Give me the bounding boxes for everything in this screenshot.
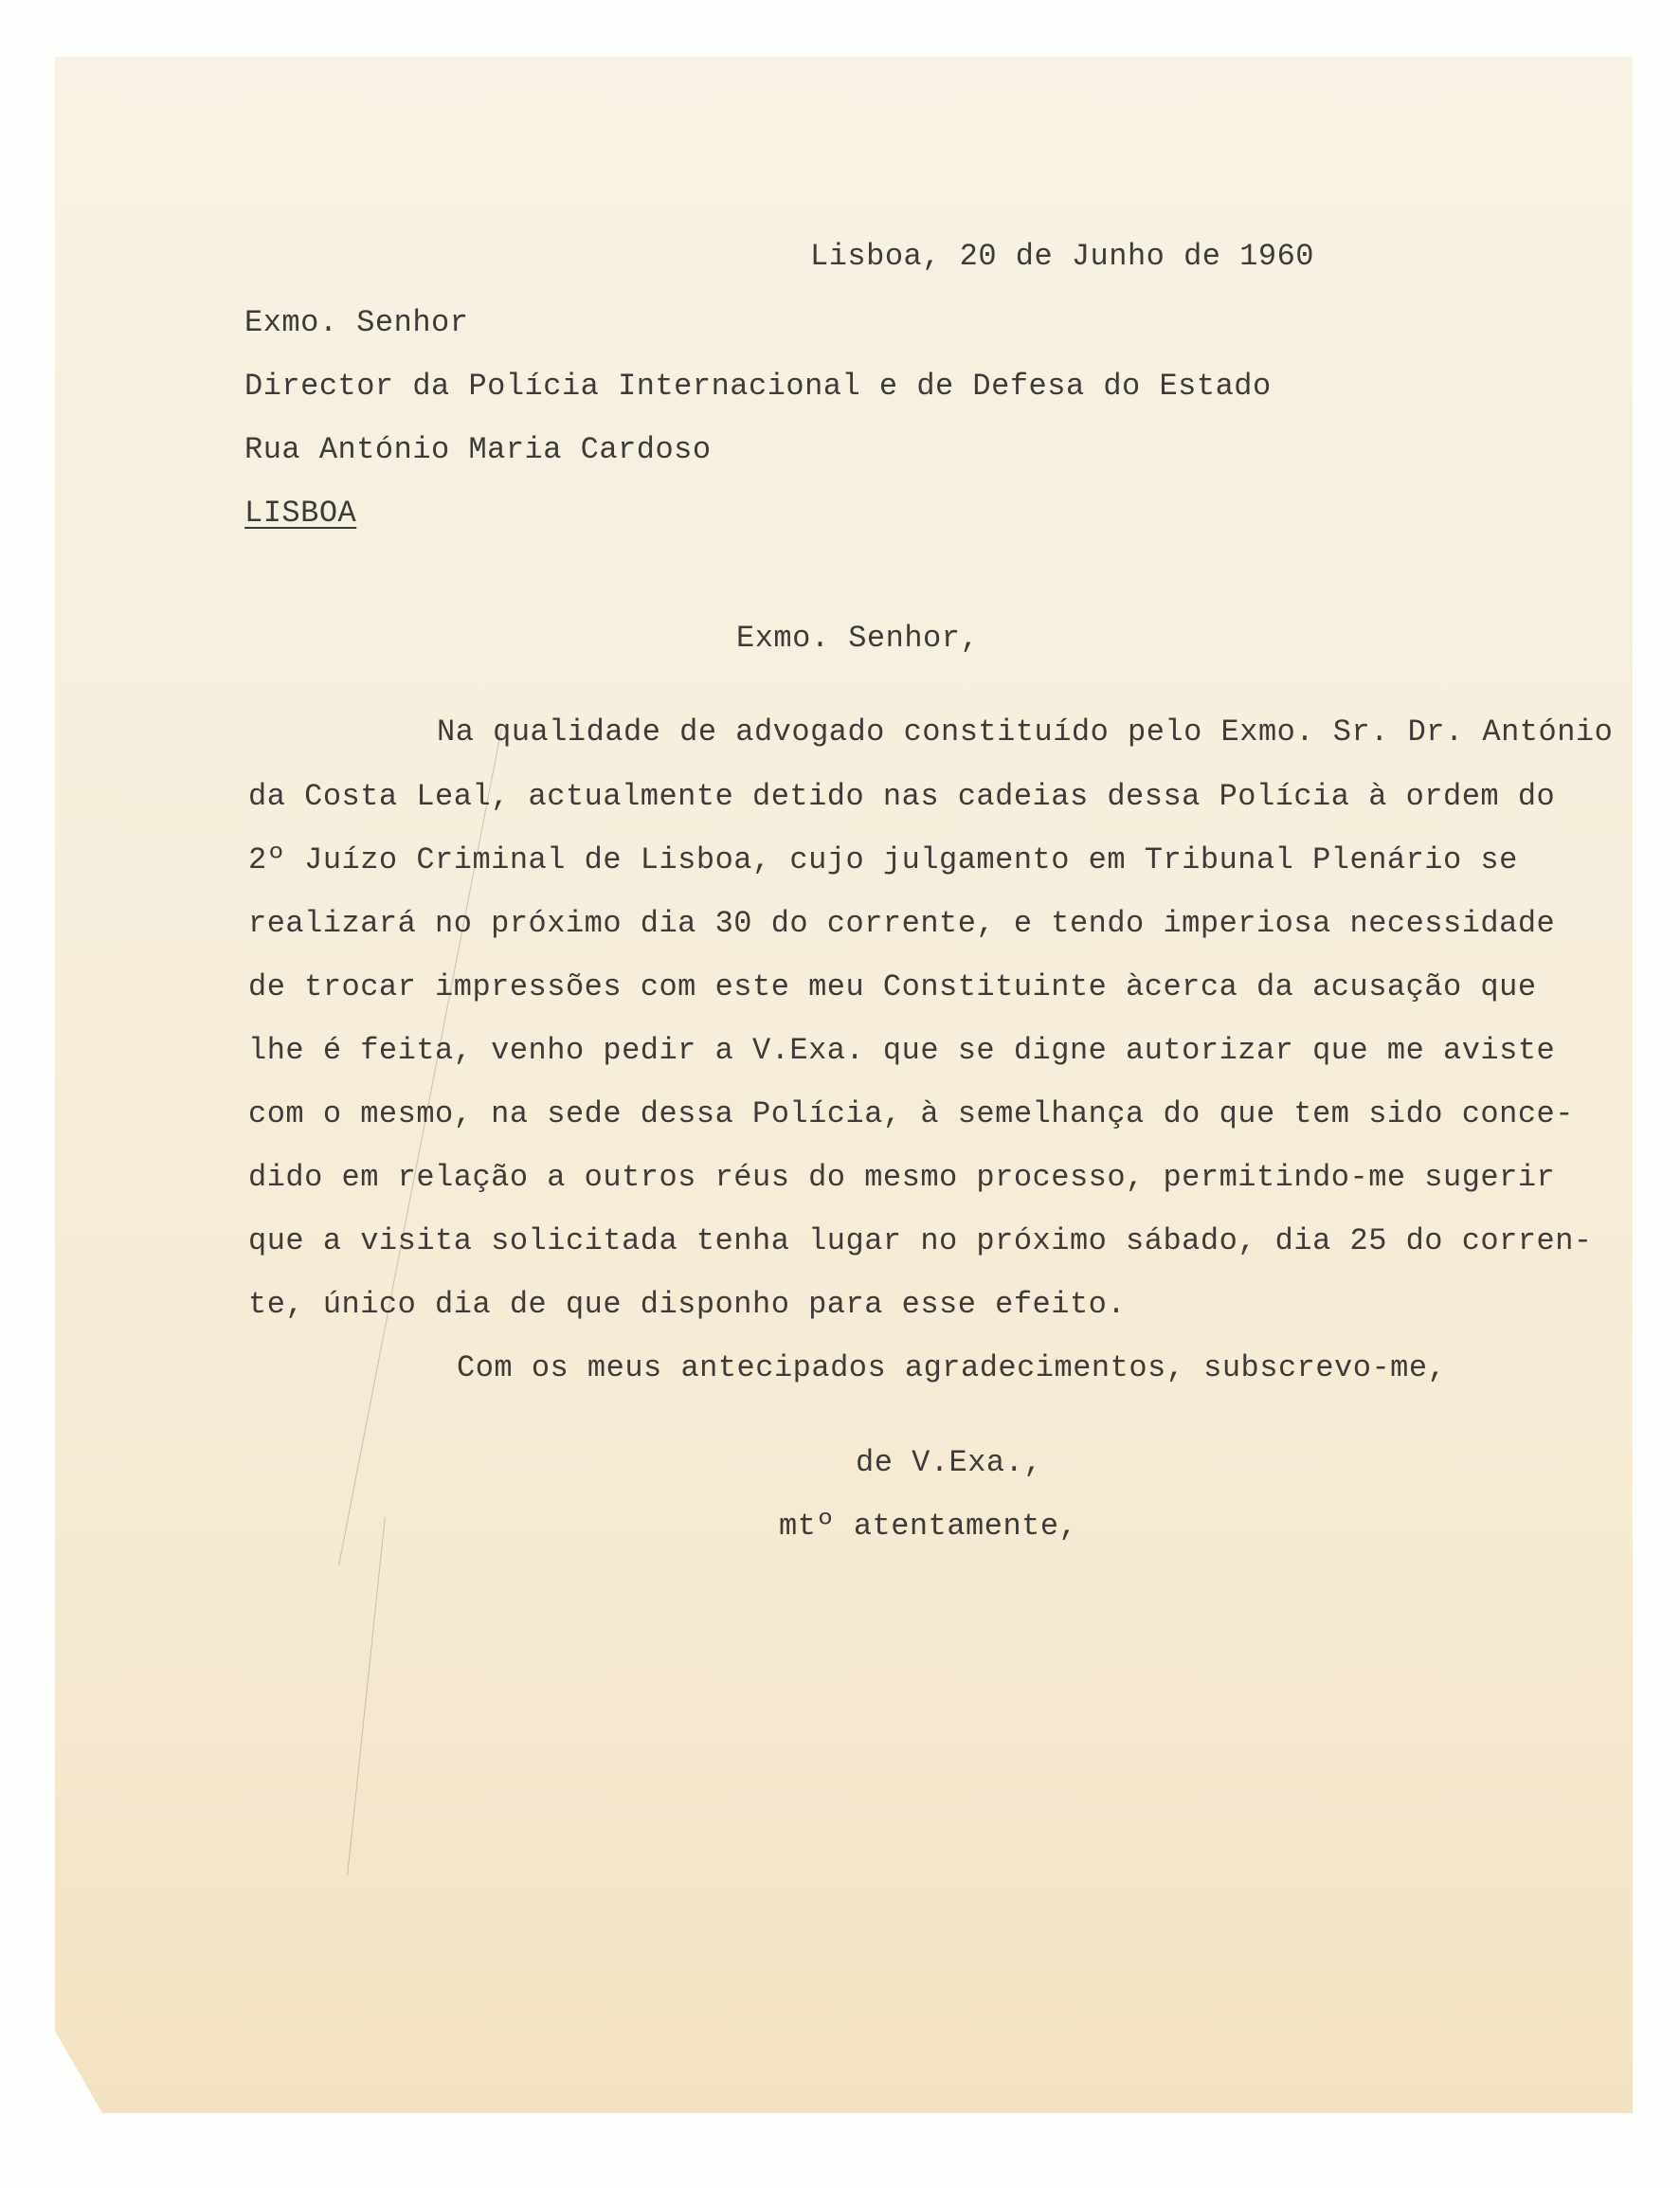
- body-line: realizará no próximo dia 30 do corrente, e tendo imperiosa necessidade: [248, 906, 1556, 941]
- date-line: Lisboa, 20 de Junho de 1960: [810, 239, 1314, 274]
- paper-sheet: [55, 57, 1633, 2113]
- address-title: Director da Polícia Internacional e de Defesa do Estado: [244, 369, 1272, 404]
- body-line: Na qualidade de advogado constituído pelo Exmo. Sr. Dr. António: [437, 714, 1614, 750]
- body-line: que a visita solicitada tenha lugar no próximo sábado, dia 25 do corren-: [248, 1223, 1593, 1258]
- greeting: Exmo. Senhor,: [736, 621, 980, 656]
- signoff-line: mtº atentamente,: [779, 1509, 1078, 1544]
- address-salutation: Exmo. Senhor: [244, 305, 469, 340]
- body-line: dido em relação a outros réus do mesmo processo, permitindo-me sugerir: [248, 1160, 1556, 1195]
- body-line: com o mesmo, na sede dessa Polícia, à semelhança do que tem sido conce-: [248, 1096, 1574, 1131]
- closing-line: Com os meus antecipados agradecimentos, subscrevo-me,: [457, 1350, 1447, 1385]
- signoff-line: de V.Exa.,: [856, 1445, 1043, 1480]
- body-line: da Costa Leal, actualmente detido nas cadeias dessa Polícia à ordem do: [248, 779, 1556, 814]
- body-line: 2º Juízo Criminal de Lisboa, cujo julgamento em Tribunal Plenário se: [248, 842, 1518, 877]
- address-city: LISBOA: [244, 496, 357, 531]
- body-line: lhe é feita, venho pedir a V.Exa. que se digne autorizar que me aviste: [248, 1033, 1556, 1068]
- body-line: te, único dia de que disponho para esse efeito.: [248, 1287, 1127, 1322]
- body-line: de trocar impressões com este meu Constituinte àcerca da acusação que: [248, 969, 1537, 1004]
- pencil-mark: [347, 1517, 386, 1875]
- address-street: Rua António Maria Cardoso: [244, 432, 712, 467]
